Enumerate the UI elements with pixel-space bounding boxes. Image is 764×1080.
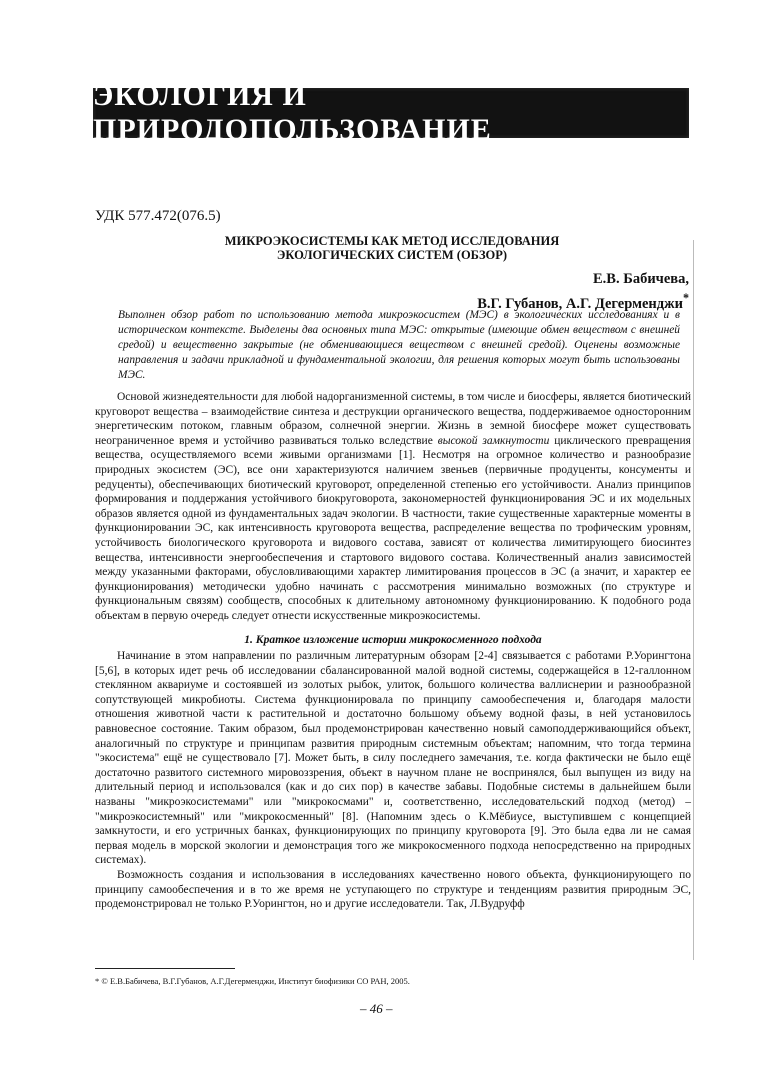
author-names: В.Г. Губанов, А.Г. Дегерменджи	[477, 295, 683, 312]
article-title	[95, 234, 689, 262]
article-body	[95, 390, 691, 912]
section-heading-1: 1. Краткое изложение истории микрокосменного подхода	[244, 633, 542, 646]
footnote: * © Е.В.Бабичева, В.Г.Губанов, А.Г.Дегерменджи, Институт биофизики СО РАН, 2005.	[95, 976, 410, 986]
section-banner-text: ЭКОЛОГИЯ И ПРИРОДОПОЛЬЗОВАНИЕ	[93, 79, 492, 146]
paragraph-1-text-a: Основой жизнедеятельности для любой надорганизменной системы, в том числе и биосферы, является биотический круговорот вещества – взаимодействие синтеза и деструкции органического вещества, поддерживаемое односторонним энергетическим потоком, главным образом, солнечной энергии. Жизнь в земной биосфере может существовать неограниченное время и устойчиво развиваться только вследствие	[95, 391, 691, 447]
paragraph-1	[95, 390, 691, 624]
title-line-1: МИКРОЭКОСИСТЕМЫ КАК МЕТОД ИССЛЕДОВАНИЯ	[224, 234, 560, 248]
scan-margin-line	[693, 240, 694, 960]
paragraph-1-italic: высокой замкнутости	[437, 434, 550, 447]
footnote-divider	[95, 968, 235, 969]
page-number: – 46 –	[360, 1001, 393, 1016]
paragraph-3: Возможность создания и использования в исследованиях качественно нового объекта, функционирующего по принципу самообеспечения и в то же время не уступающего по структуре и тенденциям развития природным ЭС, продемонстрировал не только Р.Уорингтон, но и другие исследователи. Так, Л.Вудруфф	[95, 869, 691, 911]
section-banner	[93, 79, 689, 146]
abstract: Выполнен обзор работ по использованию метода микроэкосистем (МЭС) в экологических исследованиях и в историческом контексте. Выделены два основных типа МЭС: открытые (имеющие обмен веществом с внешней средой) и вещественно закрытые (не обменивающиеся веществом с внешней средой). Оценены возможные направления и задачи прикладной и фундаментальной экологии, для решения которых могут быть использованы МЭС.	[118, 309, 680, 381]
author-footnote-mark: *	[682, 291, 689, 305]
author-line-1: Е.В. Бабичева,	[593, 271, 689, 287]
title-line-2: ЭКОЛОГИЧЕСКИХ СИСТЕМ (ОБЗОР)	[276, 248, 508, 262]
paragraph-1-text-b: циклического превращения вещества, осуществляемого всеми живыми организмами [1]. Несмотря на огромное количество и разнообразие природных экосистем (ЭС), все они характеризуются наличием звеньев (первичные продуценты, консументы и редуценты), обеспечивающих биотический круговорот, определенной степенью его устойчивости. Анализ принципов формирования и поддержания устойчивого биокруговорота, закономерностей функционирования ЭС и их модельных образов является одной из фундаментальных задач экологии. В частности, такие существенные характерные моменты в функционировании ЭС, как интенсивность круговорота вещества, распределение вещества по трофическим уровням, устойчивость биологического круговорота и видового состава, зависят от количества лимитирующего биосинтез вещества, интенсивности энергообеспечения и стартового видового состава. Количественный анализ зависимостей между указанными факторами, обусловливающими характер лимитирования процессов в ЭС (а значит, и характер ее функционирования) методически удобно начинать с рассмотрения минимально возможных (по структуре и функциональным связям) сообществ, способных к длительному автономному функционированию. К подобного рода объектам в первую очередь следует отнести искусственные микроэкосистемы.	[95, 434, 691, 622]
paragraph-2: Начинание в этом направлении по различным литературным обзорам [2-4] связывается с работами Р.Уорингтона [5,6], в которых идет речь об исследовании сбалансированной малой водной системы, содержащейся в 12-галлонном стеклянном аквариуме и состоявшей из золотых рыбок, улиток, большого количества валлиснерии и разнообразной сопутствующей микробиоты. Система функционировала по принципу самообеспечения и, благодаря малости отношения животной части к растительной и достаточно большому объему водной фазы, в ней установилось равновесное состояние. Таким образом, был продемонстрирован качественно новый самоподдерживающийся объект, аналогичный по структуре и принципам развития природным системным объектам; напомним, что тогда термина "экосистема" ещё не существовало [7]. Может быть, в силу последнего замечания, т.е. когда фактически не было ещё достаточно развитого системного мировоззрения, объект в научном плане не воспринялся, был выпущен из виду на длительный период и использовался (как и до сих пор) в качестве забавы. Подобные системы в дальнейшем были названы "микроэкосистемами" или "микрокосмами" и, соответственно, исследовательский подход (метод) – "микроэкосистемный" или "микрокосменный" [8]. (Напомним здесь о К.Мёбиусе, выступившем с концепцией замкнутости, и его устричных банках, функционирующих по принципу круговорота [9]. Это была едва ли не самая первая модель в морской экологии и демонстрация того же микрокосменного подхода непосредственно на природных системах).	[95, 650, 691, 867]
udc-code: УДК 577.472(076.5)	[95, 208, 221, 224]
